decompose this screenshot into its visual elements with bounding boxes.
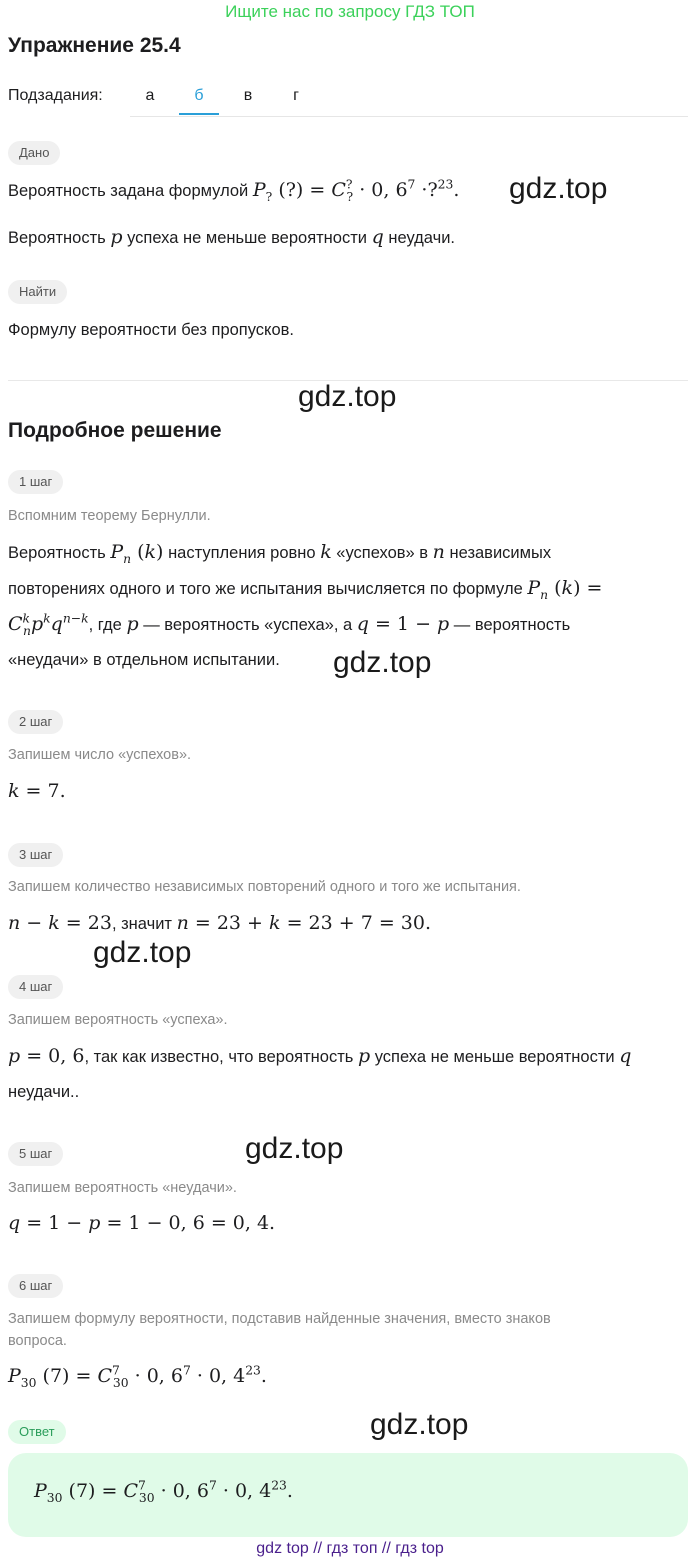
step-4-text: успеха не меньше вероятности (374, 1048, 615, 1066)
step-2-note: Запишем число «успехов». (8, 747, 192, 763)
step-6-note-1: Запишем формулу вероятности, подставив найденные значения, вместо знаков (8, 1311, 551, 1327)
formula-n: n = 23 + k = 23 + 7 = 30. (176, 912, 432, 934)
step-2-badge: 2 шаг (8, 710, 63, 734)
step-6-formula: $P_{30}$ $(7) = C^7_{30} \cdot 0$, $6^7 \cdot 0$, $4^{23}$. (8, 1363, 267, 1390)
solution-title: Подробное решение (8, 419, 222, 442)
step-5-formula: q = 1 − p = 1 − 0, 6 = 0, 4. (8, 1212, 276, 1234)
given-badge: Дано (8, 141, 60, 165)
step-1-line-1 (8, 534, 551, 571)
step-1-text: — вероятность «успеха», а (143, 616, 353, 634)
step-1-line-4: «неудачи» в отдельном испытании. (8, 651, 280, 669)
var-k: k (320, 541, 332, 563)
step-6-note-2: вопроса. (8, 1333, 67, 1349)
formula-pnk: $P_n$ (k) = (527, 577, 603, 602)
given-formula-text: Вероятность задана формулой (8, 182, 249, 200)
formula-pnk: $P_n$ (k) (110, 541, 164, 566)
watermark: gdz.top (509, 172, 608, 205)
var-p: p (126, 613, 139, 635)
step-5-note: Запишем вероятность «неудачи». (8, 1180, 237, 1196)
given-formula-line (8, 172, 459, 209)
formula-p: p = 0, 6 (8, 1045, 85, 1067)
step-1-line-2 (8, 570, 602, 607)
step-5-badge: 5 шаг (8, 1142, 63, 1166)
var-p: p (110, 226, 123, 248)
subtasks-label: Подзадания: (8, 87, 103, 104)
formula-q: q = 1 − p (356, 613, 450, 635)
tab-g[interactable]: г (293, 87, 299, 104)
var-n: n (432, 541, 445, 563)
step-2-formula: k = 7. (8, 780, 66, 802)
page-title: Упражнение 25.4 (8, 34, 181, 57)
step-3-note: Запишем количество независимых повторений одного и того же испытания. (8, 879, 521, 895)
step-1-text: — вероятность (453, 616, 571, 634)
step-4-text: , так как известно, что вероятность (84, 1048, 354, 1066)
step-4-badge: 4 шаг (8, 975, 63, 999)
step-3-line (8, 905, 431, 942)
step-4-note: Запишем вероятность «успеха». (8, 1012, 228, 1028)
step-4-line-2: неудачи.. (8, 1083, 80, 1101)
watermark: gdz.top (93, 936, 192, 969)
step-4-line-1 (8, 1038, 631, 1075)
formula-nk: n − k = 23 (8, 912, 112, 934)
formula-bernoulli: $C^k_np^kq^{n-k}$ (8, 611, 89, 638)
step-1-text: , где (88, 616, 122, 634)
watermark: gdz.top (298, 380, 397, 413)
given-text-c: неудачи. (388, 229, 456, 247)
given-condition-line (8, 219, 455, 256)
watermark: gdz.top (245, 1132, 344, 1165)
step-1-text: «успехов» в (336, 544, 429, 562)
var-q: q (619, 1045, 632, 1067)
tab-b[interactable]: б (179, 78, 219, 115)
tab-a[interactable]: а (145, 87, 155, 104)
find-text: Формулу вероятности без пропусков. (8, 321, 294, 339)
step-3-text: , значит (111, 915, 172, 933)
find-badge: Найти (8, 280, 67, 304)
step-6-badge: 6 шаг (8, 1274, 63, 1298)
var-p: p (357, 1045, 371, 1067)
watermark: gdz.top (333, 646, 432, 679)
given-text-a: Вероятность (8, 229, 106, 247)
step-1-note: Вспомним теорему Бернулли. (8, 508, 211, 524)
watermark: gdz.top (370, 1408, 469, 1441)
step-1-line-3 (8, 606, 570, 643)
var-q: q (371, 226, 384, 248)
footer-links[interactable]: gdz top // гдз топ // гдз top (256, 1540, 444, 1557)
step-1-badge: 1 шаг (8, 470, 63, 494)
tab-v[interactable]: в (243, 87, 253, 104)
answer-formula: $P_{30}$ $(7) = C^7_{30} \cdot 0$, $6^7 \cdot 0$, $4^{23}$. (34, 1478, 293, 1505)
given-formula: $P_?$ (?) = $C^?_? \cdot 0$, $6^7$ ·?$^{23}$. (252, 177, 460, 204)
search-banner: Ищите нас по запросу ГДЗ ТОП (225, 2, 475, 21)
step-1-text: повторениях одного и того же испытания вычисляется по формуле (8, 580, 523, 598)
subtask-tabs (130, 78, 688, 117)
step-1-text: наступления ровно (168, 544, 316, 562)
step-1-text: Вероятность (8, 544, 106, 562)
given-text-b: успеха не меньше вероятности (127, 229, 367, 247)
answer-badge: Ответ (8, 1420, 66, 1444)
step-1-text: независимых (449, 544, 552, 562)
step-3-badge: 3 шаг (8, 843, 63, 867)
